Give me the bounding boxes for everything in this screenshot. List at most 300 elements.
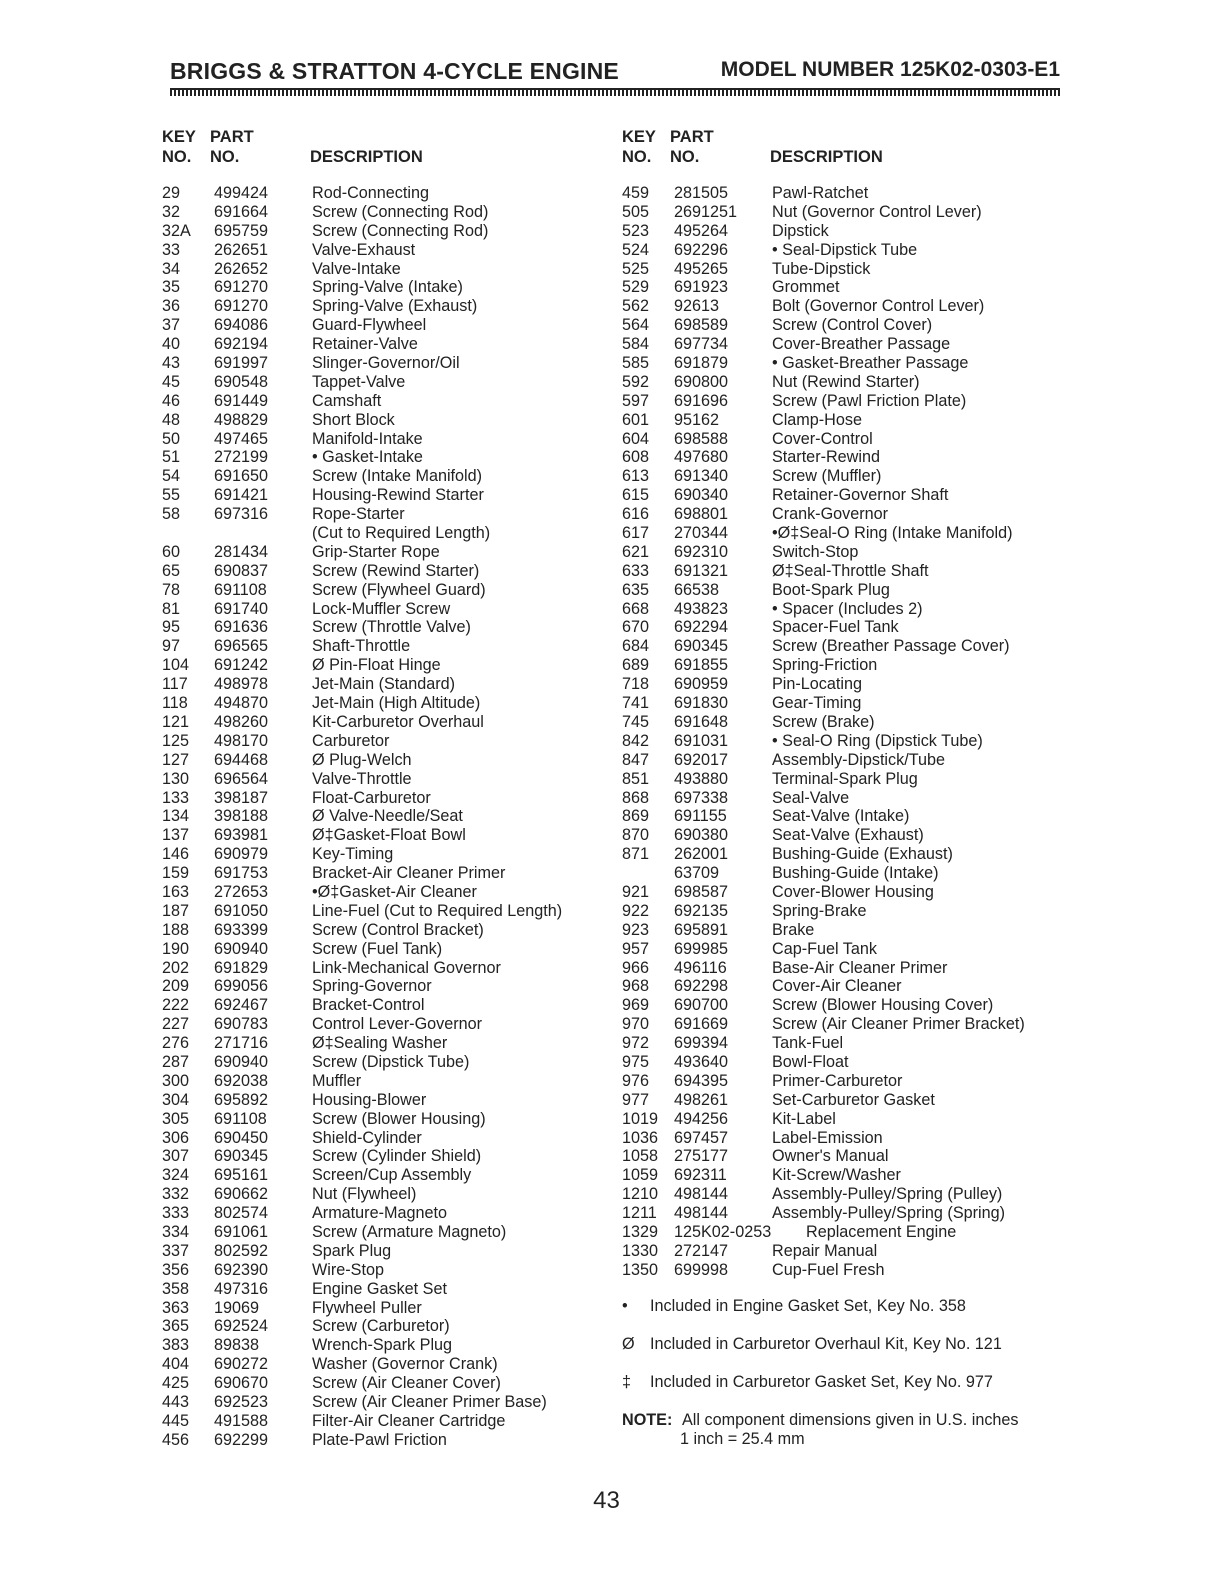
- part-number: 66538: [674, 580, 720, 599]
- key-number: 146: [162, 845, 190, 864]
- part-number: 691421: [214, 486, 269, 505]
- key-number: 1329: [622, 1222, 659, 1241]
- part-number: 691449: [214, 391, 269, 410]
- key-number: 334: [162, 1222, 190, 1241]
- parts-row: [162, 562, 602, 581]
- key-number: 187: [162, 901, 190, 920]
- part-number: 690837: [214, 561, 269, 580]
- parts-row: [622, 524, 1062, 543]
- key-number: 36: [162, 297, 181, 316]
- part-description: Armature-Magneto: [312, 1204, 447, 1223]
- part-description: Housing-Rewind Starter: [312, 486, 484, 505]
- part-description: Screw (Blower Housing): [312, 1109, 486, 1128]
- part-number: 272199: [214, 448, 269, 467]
- part-description: Bolt (Governor Control Lever): [772, 297, 985, 316]
- parts-row: [162, 1204, 602, 1223]
- key-number: 404: [162, 1355, 190, 1374]
- part-description: Spring-Valve (Exhaust): [312, 297, 478, 316]
- key-number: 871: [622, 845, 650, 864]
- part-number: 692038: [214, 1071, 269, 1090]
- part-description: Slinger-Governor/Oil: [312, 354, 460, 373]
- key-number: 332: [162, 1185, 190, 1204]
- part-description: Nut (Flywheel): [312, 1185, 417, 1204]
- key-number: 842: [622, 731, 650, 750]
- part-description: Owner's Manual: [772, 1147, 889, 1166]
- parts-row: [622, 1034, 1062, 1053]
- part-description: Filter-Air Cleaner Cartridge: [312, 1411, 506, 1430]
- part-number: 691050: [214, 901, 269, 920]
- part-description: Bushing-Guide (Exhaust): [772, 845, 953, 864]
- part-description: Screw (Breather Passage Cover): [772, 637, 1010, 656]
- footnote-carburetor-gasket: [622, 1373, 1062, 1411]
- parts-row: [162, 1299, 602, 1318]
- key-number: 117: [162, 675, 188, 694]
- part-number: 63709: [674, 864, 720, 883]
- part-number: 691753: [214, 864, 269, 883]
- part-description: Flywheel Puller: [312, 1298, 422, 1317]
- key-number: 923: [622, 920, 650, 939]
- key-number: 1019: [622, 1109, 659, 1128]
- parts-row: [162, 1374, 602, 1393]
- part-number: 691669: [674, 1015, 729, 1034]
- part-description: Grommet: [772, 278, 840, 297]
- part-description: Boot-Spark Plug: [772, 580, 890, 599]
- part-number: 690450: [214, 1128, 269, 1147]
- key-number: 58: [162, 505, 181, 524]
- part-description: Label-Emission: [772, 1128, 883, 1147]
- note-line-2: 1 inch = 25.4 mm: [680, 1430, 805, 1448]
- part-number: 695759: [214, 221, 269, 240]
- key-number: 1058: [622, 1147, 659, 1166]
- key-number: 922: [622, 901, 650, 920]
- part-number: 691879: [674, 354, 729, 373]
- key-number: 121: [162, 712, 190, 731]
- parts-row: [622, 1147, 1062, 1166]
- part-number: 802574: [214, 1204, 269, 1223]
- key-number: 37: [162, 316, 181, 335]
- parts-row: [162, 373, 602, 392]
- key-number: 1059: [622, 1166, 659, 1185]
- key-number: 668: [622, 599, 650, 618]
- part-description: Screw (Air Cleaner Primer Base): [312, 1393, 547, 1411]
- part-number: 692310: [674, 542, 729, 561]
- part-description: Short Block: [312, 410, 395, 429]
- part-number: 691696: [674, 391, 729, 410]
- key-number: 635: [622, 580, 650, 599]
- key-number: 104: [162, 656, 190, 675]
- parts-row: [622, 921, 1062, 940]
- parts-column-right: [622, 128, 1062, 1280]
- part-description: Spark Plug: [312, 1241, 392, 1260]
- part-description: (Cut to Required Length): [312, 524, 491, 543]
- key-number: 564: [622, 316, 650, 335]
- key-number: 868: [622, 788, 650, 807]
- part-description: Screw (Flywheel Guard): [312, 580, 486, 599]
- part-description: Terminal-Spark Plug: [772, 769, 918, 788]
- key-number: 968: [622, 977, 650, 996]
- parts-row: [622, 543, 1062, 562]
- part-description: Rope-Starter: [312, 505, 405, 524]
- part-description: Ø Plug-Welch: [312, 750, 412, 769]
- parts-row: [162, 694, 602, 713]
- part-description: Housing-Blower: [312, 1090, 427, 1109]
- key-number: 847: [622, 750, 650, 769]
- parts-row: [162, 316, 602, 335]
- parts-row: [622, 467, 1062, 486]
- key-number: 365: [162, 1317, 190, 1336]
- part-number: 498829: [214, 410, 269, 429]
- parts-row: [162, 845, 602, 864]
- header-rule: [170, 88, 1060, 96]
- part-description: Clamp-Hose: [772, 410, 862, 429]
- key-number: 65: [162, 561, 181, 580]
- part-number: 697457: [674, 1128, 729, 1147]
- footnote-text: Included in Engine Gasket Set, Key No. 358: [650, 1297, 966, 1315]
- part-description: •Ø‡Seal-O Ring (Intake Manifold): [772, 524, 1013, 543]
- column-header: [162, 128, 602, 178]
- key-number: 130: [162, 769, 190, 788]
- part-description: Screw (Control Bracket): [312, 920, 484, 939]
- parts-row: [622, 354, 1062, 373]
- part-number: 698587: [674, 882, 729, 901]
- part-description: Retainer-Governor Shaft: [772, 486, 949, 505]
- parts-row: [622, 826, 1062, 845]
- part-number: 698589: [674, 316, 729, 335]
- part-number: 95162: [674, 410, 720, 429]
- part-description: • Gasket-Intake: [312, 448, 423, 467]
- parts-row: [622, 845, 1062, 864]
- part-number: 691270: [214, 297, 269, 316]
- part-number: 690380: [674, 826, 729, 845]
- part-number: 498261: [674, 1090, 729, 1109]
- key-number: 97: [162, 637, 181, 656]
- parts-row: [162, 222, 602, 241]
- parts-row: [622, 656, 1062, 675]
- part-description: Lock-Muffler Screw: [312, 599, 451, 618]
- key-number: 608: [622, 448, 650, 467]
- part-number: 691997: [214, 354, 269, 373]
- part-number: 693399: [214, 920, 269, 939]
- key-number: 975: [622, 1052, 650, 1071]
- parts-row: [162, 543, 602, 562]
- part-description: Key-Timing: [312, 845, 394, 864]
- key-number: 1350: [622, 1260, 659, 1279]
- key-number: 976: [622, 1071, 650, 1090]
- part-description: • Seal-Dipstick Tube: [772, 240, 918, 259]
- parts-row: [622, 789, 1062, 808]
- key-number: 29: [162, 184, 181, 202]
- parts-row: [162, 959, 602, 978]
- part-description: Cover-Air Cleaner: [772, 977, 902, 996]
- key-number: 601: [622, 410, 650, 429]
- parts-row: [622, 1129, 1062, 1148]
- part-number: 690272: [214, 1355, 269, 1374]
- key-number: 363: [162, 1298, 190, 1317]
- part-number: 691155: [674, 807, 727, 826]
- part-number: 499424: [214, 184, 269, 202]
- parts-row: [162, 1072, 602, 1091]
- part-description: Jet-Main (Standard): [312, 675, 456, 694]
- key-number: 51: [162, 448, 181, 467]
- parts-row: [622, 940, 1062, 959]
- part-description: Screw (Dipstick Tube): [312, 1052, 470, 1071]
- part-number: 697338: [674, 788, 729, 807]
- key-number: 202: [162, 958, 190, 977]
- part-number: 691340: [674, 467, 729, 486]
- part-number: 691108: [214, 1109, 267, 1128]
- part-description: Cover-Breather Passage: [772, 335, 951, 354]
- parts-row: [622, 278, 1062, 297]
- part-description: Screw (Muffler): [772, 467, 882, 486]
- key-number: 957: [622, 939, 650, 958]
- part-number: 262651: [214, 240, 269, 259]
- part-description: Manifold-Intake: [312, 429, 423, 448]
- part-description: Valve-Intake: [312, 259, 401, 278]
- part-number: 690979: [214, 845, 269, 864]
- part-description: Valve-Throttle: [312, 769, 412, 788]
- key-number: 870: [622, 826, 650, 845]
- part-number: 691636: [214, 618, 269, 637]
- part-description: Assembly-Pulley/Spring (Spring): [772, 1204, 1006, 1223]
- part-description: Rod-Connecting: [312, 184, 429, 202]
- parts-row: [622, 203, 1062, 222]
- parts-row: [622, 675, 1062, 694]
- parts-row: [622, 807, 1062, 826]
- part-description: Grip-Starter Rope: [312, 542, 440, 561]
- parts-row: [162, 1223, 602, 1242]
- part-description: Seal-Valve: [772, 788, 850, 807]
- parts-row: [162, 1147, 602, 1166]
- parts-row: [622, 316, 1062, 335]
- key-number: 633: [622, 561, 650, 580]
- key-number: 1036: [622, 1128, 659, 1147]
- part-number: 398188: [214, 807, 269, 826]
- key-number: 222: [162, 996, 190, 1015]
- part-number: 692298: [674, 977, 729, 996]
- key-number: 32: [162, 202, 181, 221]
- parts-row: [622, 1091, 1062, 1110]
- parts-row: [162, 713, 602, 732]
- parts-row: [622, 1223, 1062, 1242]
- part-header: PART: [670, 128, 714, 146]
- part-description: Cover-Control: [772, 429, 873, 448]
- parts-row: [622, 1204, 1062, 1223]
- part-description: Spring-Friction: [772, 656, 878, 675]
- key-number: 307: [162, 1147, 190, 1166]
- part-number: 692467: [214, 996, 269, 1015]
- part-number: 698588: [674, 429, 729, 448]
- key-number: 33: [162, 240, 181, 259]
- parts-row: [162, 241, 602, 260]
- part-number: 692524: [214, 1317, 269, 1336]
- part-description: Shield-Cylinder: [312, 1128, 422, 1147]
- part-number: 275177: [674, 1147, 729, 1166]
- parts-row: [162, 637, 602, 656]
- part-number: 495264: [674, 221, 729, 240]
- part-number: 691061: [214, 1222, 269, 1241]
- key-number: 306: [162, 1128, 190, 1147]
- parts-row: [622, 392, 1062, 411]
- part-number: 699056: [214, 977, 269, 996]
- part-number: 694395: [674, 1071, 729, 1090]
- part-number: 281505: [674, 184, 729, 202]
- part-number: 699998: [674, 1260, 729, 1279]
- parts-row: [622, 486, 1062, 505]
- part-number: 693981: [214, 826, 269, 845]
- parts-row: [162, 1355, 602, 1374]
- parts-row: [622, 959, 1062, 978]
- part-number: 695161: [214, 1166, 269, 1185]
- description-header: DESCRIPTION: [310, 148, 423, 166]
- key-number: 45: [162, 372, 181, 391]
- key-number: 300: [162, 1071, 190, 1090]
- parts-row: [622, 770, 1062, 789]
- parts-row: [622, 184, 1062, 203]
- part-description: Set-Carburetor Gasket: [772, 1090, 935, 1109]
- parts-row: [162, 1015, 602, 1034]
- parts-row: [622, 335, 1062, 354]
- parts-row: [162, 826, 602, 845]
- key-number: 523: [622, 221, 650, 240]
- key-number: 32A: [162, 221, 191, 240]
- key-number: 159: [162, 864, 190, 883]
- part-description: Kit-Label: [772, 1109, 836, 1128]
- note-line-1: All component dimensions given in U.S. inches: [682, 1411, 1019, 1429]
- part-number: 498144: [674, 1204, 729, 1223]
- key-number: 35: [162, 278, 181, 297]
- parts-row: [162, 1110, 602, 1129]
- parts-row: [622, 1261, 1062, 1280]
- part-number: 491588: [214, 1411, 269, 1430]
- part-number: 692135: [674, 901, 729, 920]
- part-number: 692299: [214, 1430, 269, 1449]
- part-description: Bushing-Guide (Intake): [772, 864, 939, 883]
- key-number: 127: [162, 750, 190, 769]
- part-description: Valve-Exhaust: [312, 240, 416, 259]
- part-description: Plate-Pawl Friction: [312, 1430, 447, 1449]
- part-number: 696564: [214, 769, 269, 788]
- part-number: 398187: [214, 788, 269, 807]
- parts-row: [622, 618, 1062, 637]
- key-number: 745: [622, 712, 650, 731]
- part-description: Assembly-Dipstick/Tube: [772, 750, 946, 769]
- part-number: 698801: [674, 505, 729, 524]
- document-title: BRIGGS & STRATTON 4-CYCLE ENGINE: [170, 58, 619, 84]
- part-description: Brake: [772, 920, 815, 939]
- key-number: 95: [162, 618, 181, 637]
- parts-row: [162, 1317, 602, 1336]
- key-number: 81: [162, 599, 181, 618]
- parts-list-left: [162, 184, 602, 1450]
- part-description: Crank-Governor: [772, 505, 889, 524]
- part-description: Screw (Fuel Tank): [312, 939, 443, 958]
- footnote-text: Included in Carburetor Overhaul Kit, Key No. 121: [650, 1335, 1002, 1353]
- key-number: 972: [622, 1034, 650, 1053]
- key-number: 604: [622, 429, 650, 448]
- key-number: 287: [162, 1052, 190, 1071]
- part-description: Guard-Flywheel: [312, 316, 427, 335]
- key-number: 78: [162, 580, 181, 599]
- parts-row: [622, 902, 1062, 921]
- parts-row: [622, 1110, 1062, 1129]
- parts-row: [162, 505, 602, 524]
- key-header: KEY: [162, 128, 196, 146]
- part-number: 19069: [214, 1298, 260, 1317]
- key-number: 134: [162, 807, 190, 826]
- part-number: 690340: [674, 486, 729, 505]
- parts-row: [622, 581, 1062, 600]
- parts-column-left: [162, 128, 602, 1450]
- part-number: 691740: [214, 599, 269, 618]
- parts-row: [622, 694, 1062, 713]
- part-description: Bowl-Float: [772, 1052, 849, 1071]
- key-number: 337: [162, 1241, 190, 1260]
- part-description: Wrench-Spark Plug: [312, 1336, 453, 1355]
- parts-row: [162, 921, 602, 940]
- parts-row: [622, 1166, 1062, 1185]
- part-number: 691242: [214, 656, 269, 675]
- part-description: Tank-Fuel: [772, 1034, 844, 1053]
- key-number: 970: [622, 1015, 650, 1034]
- part-description: Cap-Fuel Tank: [772, 939, 877, 958]
- part-number: 690783: [214, 1015, 269, 1034]
- part-number: 494870: [214, 694, 269, 713]
- parts-row: [162, 467, 602, 486]
- part-number: 498170: [214, 731, 269, 750]
- part-description: Kit-Screw/Washer: [772, 1166, 901, 1185]
- parts-row: [162, 411, 602, 430]
- part-description: Primer-Carburetor: [772, 1071, 903, 1090]
- part-header: PART: [210, 128, 254, 146]
- parts-row: [622, 373, 1062, 392]
- key-number: 445: [162, 1411, 190, 1430]
- part-description: Cover-Blower Housing: [772, 882, 934, 901]
- part-number: 692194: [214, 335, 269, 354]
- part-number: 89838: [214, 1336, 260, 1355]
- key-number: 1211: [622, 1204, 657, 1223]
- part-number: 691108: [214, 580, 267, 599]
- part-number: 691648: [674, 712, 729, 731]
- parts-row: [622, 448, 1062, 467]
- part-description: Dipstick: [772, 221, 829, 240]
- page-number: 43: [593, 1487, 620, 1514]
- parts-row: [622, 297, 1062, 316]
- part-number: 2691251: [674, 202, 738, 221]
- parts-row: [622, 411, 1062, 430]
- key-number: 459: [622, 184, 650, 202]
- part-description: Screw (Pawl Friction Plate): [772, 391, 967, 410]
- part-description: Line-Fuel (Cut to Required Length): [312, 901, 563, 920]
- parts-row: [162, 1412, 602, 1431]
- part-description: Spring-Brake: [772, 901, 867, 920]
- part-description: Base-Air Cleaner Primer: [772, 958, 948, 977]
- part-number: 690345: [674, 637, 729, 656]
- part-number: 691830: [674, 694, 729, 713]
- key-number: 524: [622, 240, 650, 259]
- key-number: 869: [622, 807, 650, 826]
- part-number: 694468: [214, 750, 269, 769]
- part-number: 690940: [214, 939, 269, 958]
- part-number: 692311: [674, 1166, 727, 1185]
- part-description: Screw (Brake): [772, 712, 875, 731]
- part-description: Screw (Blower Housing Cover): [772, 996, 994, 1015]
- part-description: Switch-Stop: [772, 542, 859, 561]
- parts-row: [162, 524, 602, 543]
- key-no-header: NO.: [622, 148, 652, 166]
- part-description: Wire-Stop: [312, 1260, 384, 1279]
- key-number: 40: [162, 335, 181, 354]
- part-description: Pin-Locating: [772, 675, 862, 694]
